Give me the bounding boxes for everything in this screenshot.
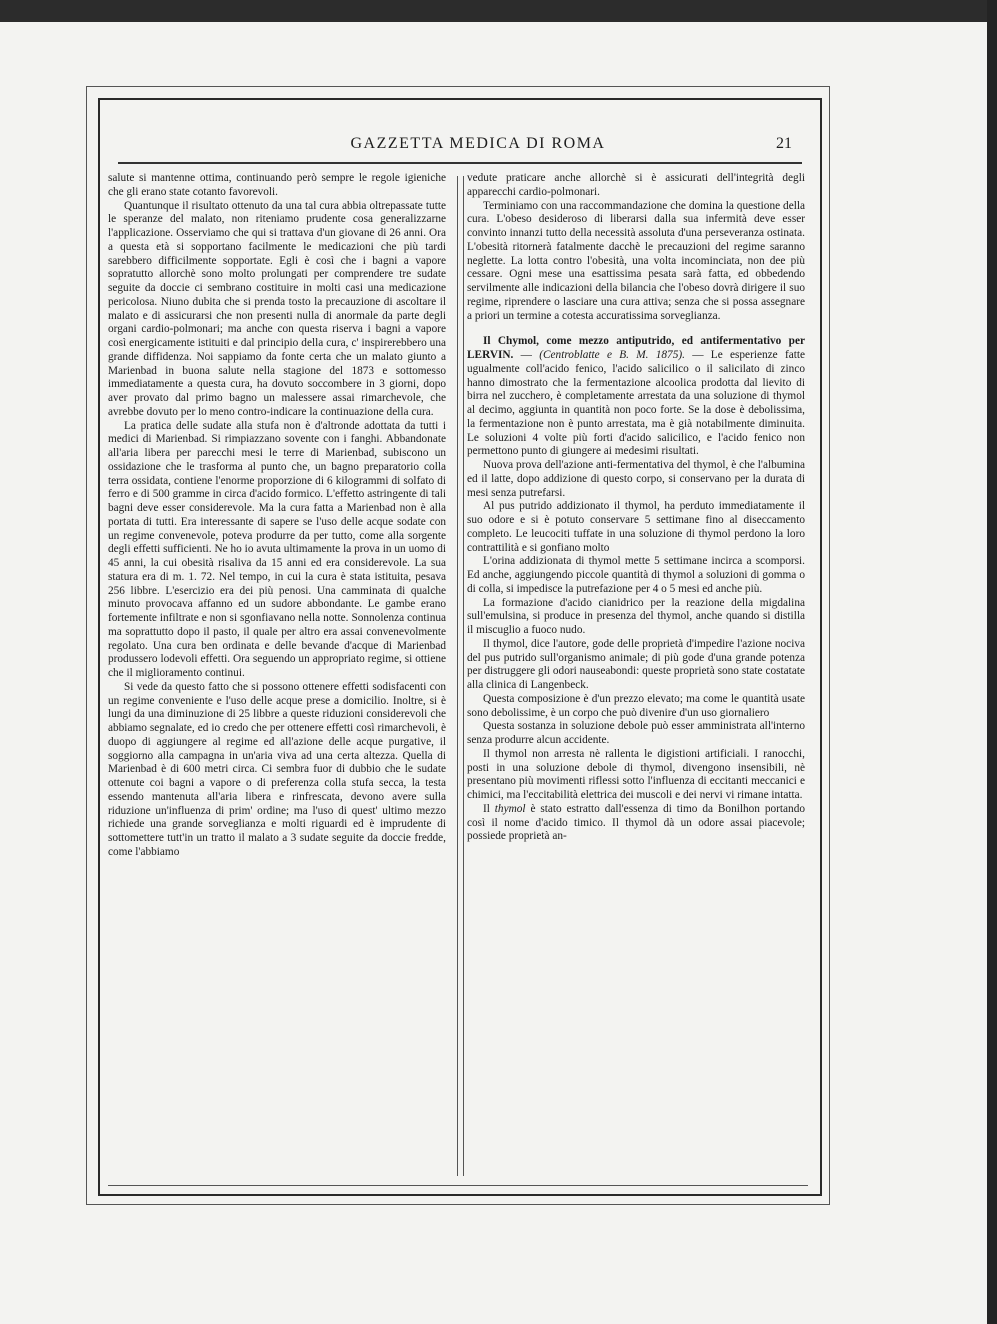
- paragraph: Il thymol non arresta nè rallenta le digistioni artificiali. I ranocchi, posti in una soluzione debole di thymol, divengono insensibili, nè presentano più movimenti riflessi sotto l'influenza di eccitanti meccanici e chimici, ma l'eccitabilità elettrica dei muscoli e dei nervi vi rimane intatta.: [467, 747, 805, 801]
- scan-border-right: [987, 0, 997, 1324]
- paragraph: Terminiamo con una raccommandazione che domina la questione della cura. L'obeso desideroso di liberarsi dalla sua infermità deve esser convinto innanzi tutto della necessità assoluta d'una perseveranza ostinata. L'obesità ritornerà fatalmente dacchè le precauzioni del regime saranno neglette. La lotta contro l'obesità, una volta incominciata, non dee più cessare. Ogni mese una esattissima pesata sarà fatta, ed obbedendo servilmente alle indicazioni della bilancia che l'obeso dovrà dirigere il suo regime, riprendere o lasciare una cura attiva; senza che si possa assegnare a priori un termine a cotesta accuratissima sorveglianza.: [467, 199, 805, 322]
- italic-word: thymol: [494, 802, 526, 815]
- paragraph: Il thymol, dice l'autore, gode delle proprietà d'impedire l'azione nociva del pus putrido sull'organismo animale; di più gode d'una grande potenza per distruggere gli odori nauseabondi: queste proprietà sono state costatate alla clinica di Langenbeck.: [467, 637, 805, 691]
- column-divider: [457, 176, 464, 1176]
- paragraph: salute si mantenne ottima, continuando però sempre le regole igieniche che gli erano state cotanto favorevoli.: [108, 172, 446, 198]
- page-number: 21: [776, 135, 792, 152]
- paragraph-prefix: Il: [483, 802, 490, 815]
- paragraph: Questa composizione è d'un prezzo elevato; ma come le quantità usate sono debolissime, è un corpo che può divenire d'un uso giornaliero: [467, 692, 805, 719]
- paragraph: Questa sostanza in soluzione debole può esser amministrata all'interno senza produrre alcun accidente.: [467, 720, 805, 746]
- header-rule: [118, 162, 802, 164]
- bottom-rule: [108, 1185, 808, 1186]
- paragraph-text: è stato estratto dall'essenza di timo da Bonilhon portando così il nome d'acido timico. Il thymol dà un odore assai piacevole; possiede proprietà an-: [467, 802, 805, 843]
- running-header: [118, 135, 798, 159]
- paragraph: Quantunque il risultato ottenuto da una tal cura abbia oltrepassate tutte le speranze del malato, non riteniamo prudente cosa generalizzarne l'applicazione. Osserviamo che qui si trattava d'un giovane di 26 anni. Ora a questa età si sopportano facilmente le medicazioni che più tardi sarebbero difficilmente sopportate. Egli è così che i bagni a vapore sopratutto allorchè sono molto prolungati per comprendere tre sudate seguite da doccie ci sembrano costituire in molti casi una medicazione pericolosa. Niuno dubita che si prenda tosto la precauzione di ascoltare il malato e di assicurarsi che non presenti nulla di anormale da parte degli organi cardio-polmonari; ma anche con questa riserva i bagni a vapore così energicamente istituiti e dal principio della cura, c' inspirerebbero una grande diffidenza. Noi sappiamo da fonte certa che un malato giunto a Marienbad in buona salute nella stagione del 1873 e sottomesso immediatamente a questa cura, ha dovuto soccombere in 3 giorni, dopo aver provato dal primo bagno un malessere assai rimarchevole, che avrebbe dovuto per lo meno contro-indicare la continuazione della cura.: [108, 199, 446, 418]
- paragraph: Nuova prova dell'azione anti-fermentativa del thymol, è che l'albumina ed il latte, dopo addizione di questo corpo, si conservano per la durata di mesi senza putrefarsi.: [467, 459, 805, 499]
- article-title: Il Chymol, come mezzo antiputrido, ed antifermentativo per LERVIN.: [467, 335, 805, 361]
- journal-title: GAZZETTA MEDICA DI ROMA: [350, 135, 606, 152]
- right-column: [467, 172, 805, 1182]
- left-column: [108, 172, 446, 1182]
- paragraph: Al pus putrido addizionato il thymol, ha perduto immediatamente il suo odore e si è potuto conservare 5 settimane fino al diseccamento completo. Le leucociti tuffate in una soluzione di thymol perdono la loro contrattilità e si gonfiano molto: [467, 500, 805, 554]
- article-citation: (Centroblatte e B. M. 1875).: [539, 349, 685, 361]
- paragraph: [467, 803, 805, 844]
- paragraph: vedute praticare anche allorchè si è assicurati dell'integrità degli apparecchi cardio-polmonari.: [467, 172, 805, 198]
- article-first-text: — Le esperienze fatte ugualmente coll'acido fenico, l'acido salicilico o il salicilato di zinco hanno dimostrato che la fermentazione alcoolica prodotta dal lievito di birra nel zucchero, è completamente arrestata da una soluzione di thymol al decimo, aggiunta in quantità non poco forte. Se la dose è debolissima, la fermentazione non è punto arrestata, ma è già notabilmente diminuita. Le soluzioni 4 volte più forti d'acido salicilico, e l'acido fenico non permettono punto di giungere ai medesimi risultati.: [467, 349, 805, 458]
- paragraph: Si vede da questo fatto che si possono ottenere effetti sodisfacenti con un regime conveniente e l'uso delle acque prese a domicilio. Inoltre, si è lungi da una diminuzione di 25 libbre a queste riduzioni considerevoli che abbiamo segnalate, ed io credo che per ottenere effetti così rimarchevoli, è duopo di aggiungere al regime ed all'azione delle acque purgative, il soggiorno alla campagna in un'aria viva ad una certa altezza. Quella di Marienbad è di 600 metri circa. Ci sembra fuor di dubbio che le sudate ottenute coi bagni a vapore o di preferenza colla stufa secca, la testa essendo mantenuta all'aria libera e rinfrescata, devono avere sulla riduzione un'influenza di prim' ordine; ma l'uso di quest' ultimo mezzo richiede una grande sorveglianza e molti riguardi ed è imprudente di sottomettere tutt'in un tratto il malato a 3 sudate seguite da doccie fredde, come l'abbiamo: [108, 680, 446, 858]
- title-dash: —: [520, 349, 532, 361]
- paragraph: L'orina addizionata di thymol mette 5 settimane incirca a scomporsi. Ed anche, aggiungendo piccole quantità di thymol a soluzioni di gomma o di colla, si impedisce la putrefazione per 4 o 5 mesi ed anche più.: [467, 555, 805, 595]
- scan-border-top: [0, 0, 997, 22]
- article-heading: [467, 335, 805, 459]
- paragraph: La formazione d'acido cianidrico per la reazione della migdalina sull'emulsina, si produce in presenza del thymol, anche quando si distilla il miscuglio a fuoco nudo.: [467, 596, 805, 636]
- paragraph: La pratica delle sudate alla stufa non è d'altronde adottata da tutti i medici di Marienbad. Si rimpiazzano sovente con i fanghi. Abbandonate all'aria libera per parecchi mesi le terre di Marienbad, subiscono un ossidazione che le trasforma al punto che, un bagno preparatorio colla terra ossidata, contiene l'enorme proporzione di 6 kilogrammi di solfato di ferro e di 500 gramme in circa d'acido formico. L'effetto astringente di tali bagni deve esser considerevole. Ma la cura fatta a Marienbad non è alla portata di tutti. Era interessante di sapere se l'uso delle acque sodate con un regime convenevole, poteva produrre da per tutto, come alla sorgente degli effetti sufficienti. Ne ho io avuta ultimamente la prova in un uomo di 45 anni, la cui obesità risaliva da 15 anni ed era considerevole. La sua statura era di m. 1. 72. Nel tempo, in cui la cura è stata istituita, pesava 256 libbre. L'esercizio era dei più penosi. Una camminata di qualche minuto provocava affanno ed un sudore abbondante. Le gambe erano fortemente infiltrate e non si sgonfiavano nella notte. Sonnolenza continua ma soprattutto dopo il pasto, il quale per altro era assai convenevolmente regolato. Una cura ben ordinata e delle bevande d'acque di Marienbad produssero lodevoli effetti. Ora seguendo un appropriato regime, si ottiene che il miglioramento continui.: [108, 419, 446, 679]
